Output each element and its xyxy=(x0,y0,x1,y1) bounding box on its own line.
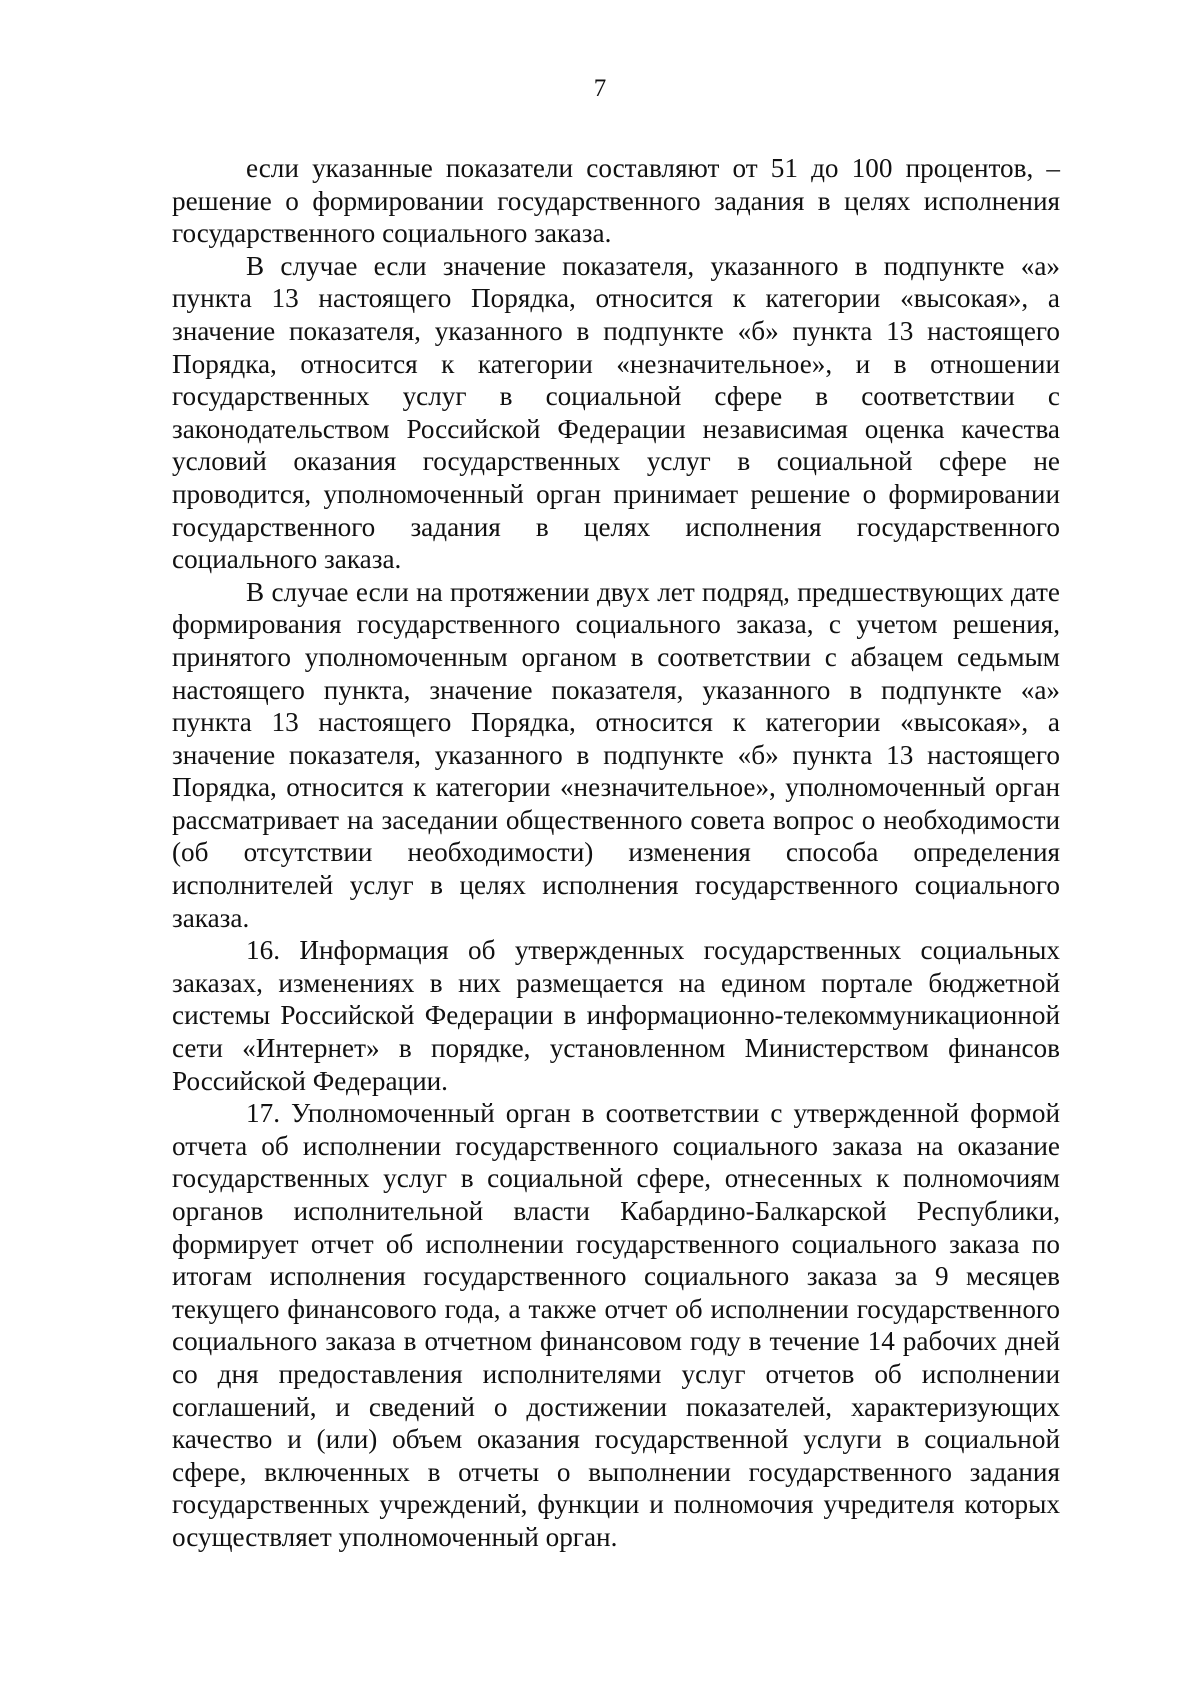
paragraph-decision-state-assignment: В случае если значение показателя, указанного в подпункте «а» пункта 13 настоящего Порядка, относится к категории «высокая», а значение показателя, указанного в подпункте «б» пункта 13 настоящего Порядка, относится к категории «незначительное», и в отношении государственных услуг в социальной сфере в соответствии с законодательством Российской Федерации независимая оценка качества условий оказания государственных услуг в социальной сфере не проводится, уполномоченный орган принимает решение о формировании государственного задания в целях исполнения государственного социального заказа. xyxy=(172,250,1060,575)
paragraph-two-years-review: В случае если на протяжении двух лет подряд, предшествующих дате формирования государственного социального заказа, с учетом решения, принятого уполномоченным органом в соответствии с абзацем седьмым настоящего пункта, значение показателя, указанного в подпункте «а» пункта 13 настоящего Порядка, относится к категории «высокая», а значение показателя, указанного в подпункте «б» пункта 13 настоящего Порядка, относится к категории «незначительное», уполномоченный орган рассматривает на заседании общественного совета вопрос о необходимости (об отсутствии необходимости) изменения способа определения исполнителей услуг в целях исполнения государственного социального заказа. xyxy=(172,576,1060,933)
document-body xyxy=(172,152,1060,1554)
paragraph-item-16: 16. Информация об утвержденных государственных социальных заказах, изменениях в них размещается на едином портале бюджетной системы Российской Федерации в информационно-телекоммуникационной сети «Интернет» в порядке, установленном Министерством финансов Российской Федерации. xyxy=(172,935,1060,1096)
paragraph-item-17: 17. Уполномоченный орган в соответствии с утвержденной формой отчета об исполнении государственного социального заказа на оказание государственных услуг в социальной сфере, отнесенных к полномочиям органов исполнительной власти Кабардино-Балкарской Республики, формирует отчет об исполнении государственного социального заказа по итогам исполнения государственного социального заказа за 9 месяцев текущего финансового года, а также отчет об исполнении государственного социального заказа в отчетном финансовом году в течение 14 рабочих дней со дня предоставления исполнителями услуг отчетов об исполнении соглашений, и сведений о достижении показателей, характеризующих качество и (или) объем оказания государственной услуги в социальной сфере, включенных в отчеты о выполнении государственного задания государственных учреждений, функции и полномочия учредителя которых осуществляет уполномоченный орган. xyxy=(172,1098,1060,1552)
page-number: 7 xyxy=(593,75,607,102)
paragraph-continuation: если указанные показатели составляют от 51 до 100 процентов, – решение о формировании государственного задания в целях исполнения государственного социального заказа. xyxy=(172,153,1060,249)
